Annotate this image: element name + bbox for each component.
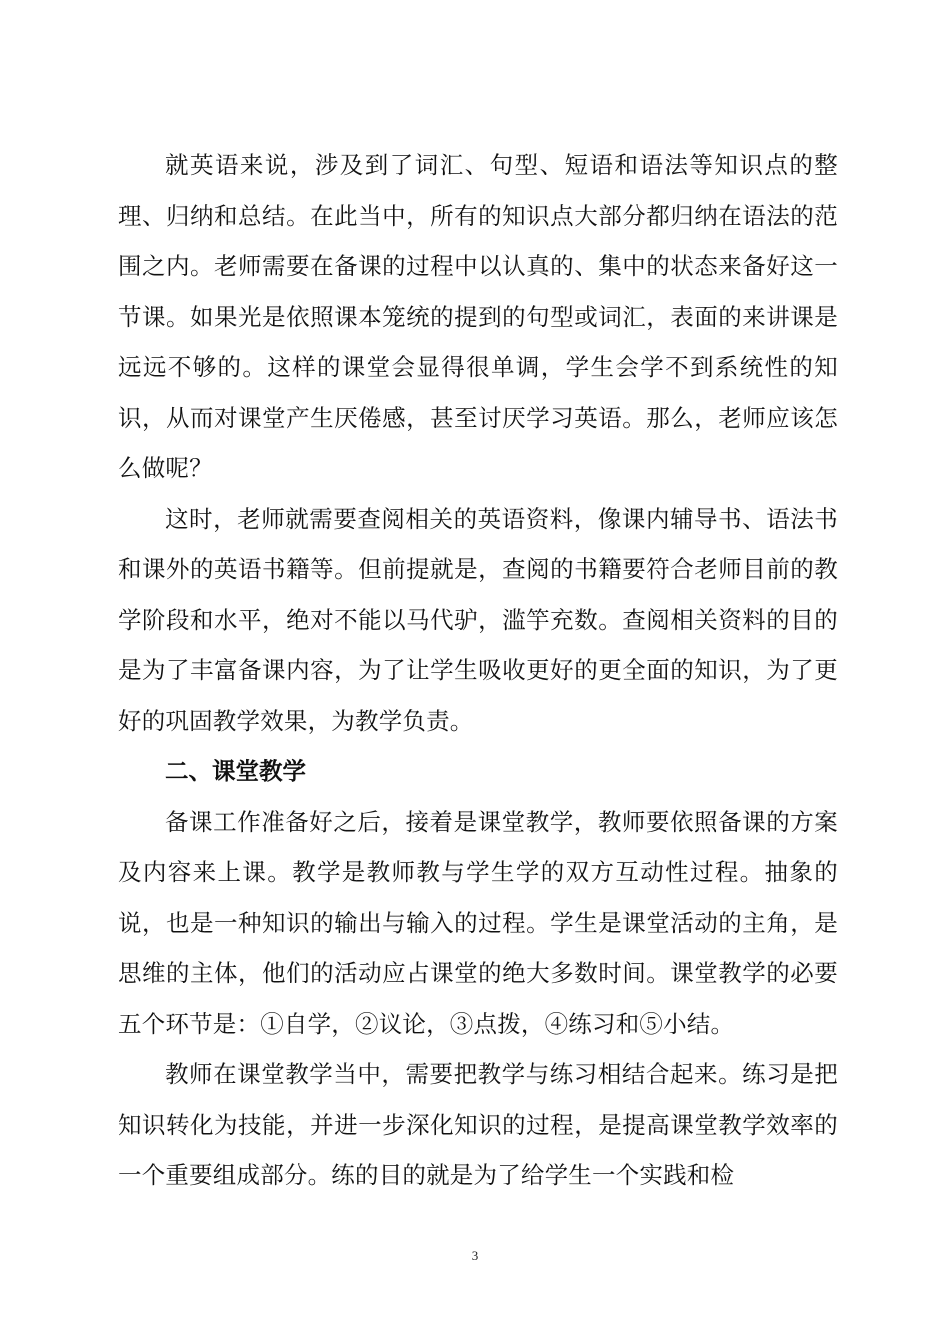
body-paragraph: 这时，老师就需要查阅相关的英语资料，像课内辅导书、语法书和课外的英语书籍等。但前提就是，查阅的书籍要符合老师目前的教学阶段和水平，绝对不能以马代驴，滥竽充数。查阅相关资料的目的是为了丰富备课内容，为了让学生吸收更好的更全面的知识，为了更好的巩固教学效果，为教学负责。 [118,504,838,735]
body-paragraph: 教师在课堂教学当中，需要把教学与练习相结合起来。练习是把知识转化为技能，并进一步深化知识的过程，是提高课堂教学效率的一个重要组成部分。练的目的就是为了给学生一个实践和检 [118,1060,838,1189]
body-paragraph: 备课工作准备好之后，接着是课堂教学，教师要依照备课的方案及内容来上课。教学是教师教与学生学的双方互动性过程。抽象的说，也是一种知识的输出与输入的过程。学生是课堂活动的主角，是思维的主体，他们的活动应占课堂的绝大多数时间。课堂教学的必要五个环节是：①自学，②议论，③点拨，④练习和⑤小结。 [118,807,838,1038]
body-paragraph: 就英语来说，涉及到了词汇、句型、短语和语法等知识点的整理、归纳和总结。在此当中，所有的知识点大部分都归纳在语法的范围之内。老师需要在备课的过程中以认真的、集中的状态来备好这一节课。如果光是依照课本笼统的提到的句型或词汇，表面的来讲课是远远不够的。这样的课堂会显得很单调，学生会学不到系统性的知识，从而对课堂产生厌倦感，甚至讨厌学习英语。那么，老师应该怎么做呢？ [118,151,838,482]
document-body [118,140,838,1201]
page-number: 3 [471,1248,479,1263]
section-heading: 二、课堂教学 [165,757,306,785]
